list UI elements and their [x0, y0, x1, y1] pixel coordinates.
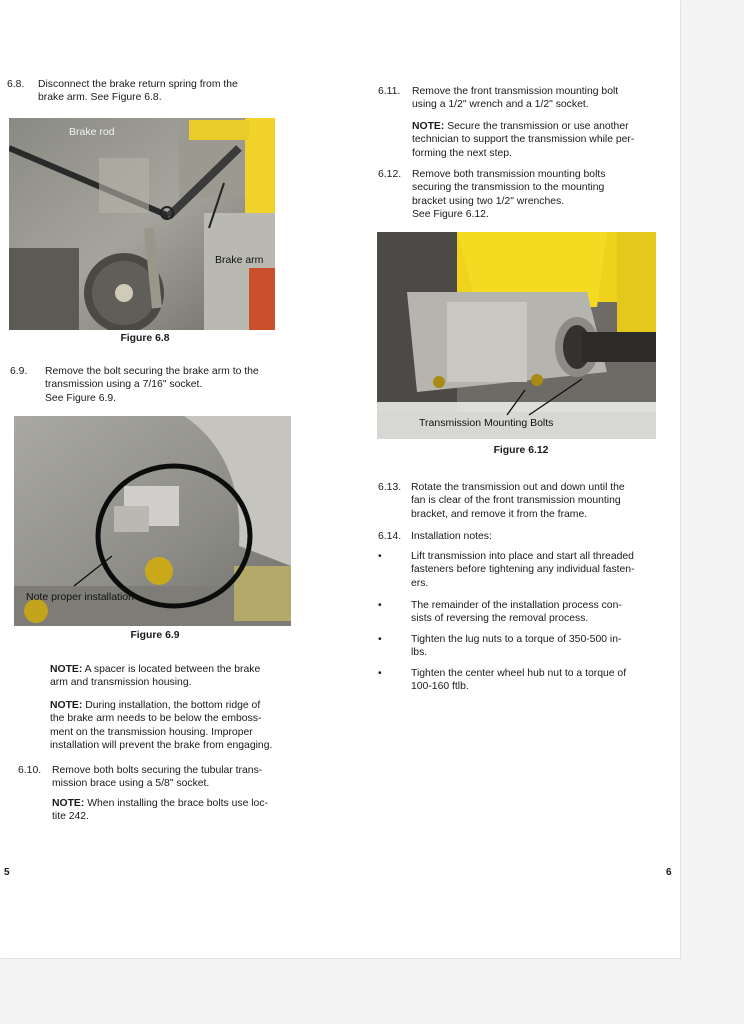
bullet-text-line: Tighten the center wheel hub nut to a torque of: [411, 668, 627, 679]
page-number-right: 6: [666, 867, 672, 878]
note-installation: [50, 699, 312, 753]
note-secure-transmission: [412, 120, 674, 160]
note-text-line: technician to support the transmission while per-: [412, 134, 635, 146]
step-text-line: bracket, and remove it from the frame.: [411, 508, 588, 520]
step-number: 6.9.: [10, 366, 28, 377]
step-text-line: fan is clear of the front transmission mounting: [411, 495, 621, 507]
step-text-line: Remove both bolts securing the tubular trans-: [52, 765, 263, 776]
step-text-line: brake arm. See Figure 6.8.: [38, 92, 162, 104]
step-number: 6.10.: [18, 765, 42, 776]
step-text-line: mission brace using a 5/8" socket.: [52, 778, 210, 790]
step-text-line: Disconnect the brake return spring from the: [38, 79, 238, 90]
note-text-line: When installing the brace bolts use loc-: [84, 798, 268, 809]
figure-6-12-photo: [377, 232, 656, 439]
step-text-line: Remove both transmission mounting bolts: [412, 169, 606, 180]
figure-6-8-photo: [9, 118, 275, 330]
step-text-line: Installation notes:: [411, 531, 492, 542]
bullet-text-line: Tighten the lug nuts to a torque of 350-500 in-: [411, 634, 622, 645]
note-label: NOTE:: [50, 700, 83, 711]
note-text-line: forming the next step.: [412, 147, 512, 159]
bullet-text-line: ers.: [411, 577, 429, 589]
note-text-line: ment on the transmission housing. Improper: [50, 726, 253, 738]
step-number: 6.13.: [378, 482, 402, 493]
step-text-line: bracket using two 1/2" wrenches.: [412, 195, 565, 207]
brake-arm-label: Brake arm: [215, 254, 264, 266]
note-label: NOTE:: [52, 798, 85, 809]
step-number: 6.8.: [7, 79, 25, 90]
figure-6-9-photo: [14, 416, 291, 626]
note-text-line: During installation, the bottom ridge of: [82, 700, 261, 711]
mounting-bolts-label: Transmission Mounting Bolts: [419, 417, 554, 429]
step-number: 6.14.: [378, 531, 402, 542]
installation-label: Note proper installation: [26, 591, 134, 603]
step-number: 6.12.: [378, 169, 402, 180]
bullet-text-line: lbs.: [411, 647, 428, 659]
page-number-left: 5: [4, 867, 10, 878]
figure-6-9-caption: Figure 6.9: [130, 630, 180, 641]
note-text-line: A spacer is located between the brake: [82, 664, 261, 675]
bullet-text-line: sists of reversing the removal process.: [411, 613, 589, 625]
note-text-line: arm and transmission housing.: [50, 677, 192, 689]
step-text-line: Remove the bolt securing the brake arm to the: [45, 366, 259, 377]
bullet-text-line: The remainder of the installation process con-: [411, 600, 622, 611]
note-text-line: Secure the transmission or use another: [444, 121, 629, 132]
note-spacer: [50, 663, 312, 690]
bullet-dot: •: [378, 668, 382, 679]
note-text-line: installation will prevent the brake from engaging.: [50, 740, 273, 752]
bullet-dot: •: [378, 634, 382, 645]
step-text-line: See Figure 6.9.: [45, 392, 117, 404]
note-label: NOTE:: [412, 121, 445, 132]
figure-6-12-caption: Figure 6.12: [493, 445, 549, 456]
brake-rod-label: Brake rod: [69, 126, 115, 138]
note-text-line: the brake arm needs to be below the emboss-: [50, 713, 262, 725]
figure-6-8-caption: Figure 6.8: [120, 333, 170, 344]
step-text-line: transmission using a 7/16" socket.: [45, 379, 203, 391]
note-text-line: tite 242.: [52, 811, 89, 823]
step-text-line: Rotate the transmission out and down until the: [411, 482, 625, 493]
step-text-line: Remove the front transmission mounting bolt: [412, 86, 619, 97]
bullet-text-line: fasteners before tightening any individual fasten-: [411, 564, 635, 576]
step-text-line: securing the transmission to the mounting: [412, 182, 605, 194]
bullet-text-line: 100-160 ftlb.: [411, 681, 469, 693]
bullet-dot: •: [378, 551, 382, 562]
step-text-line: using a 1/2" wrench and a 1/2" socket.: [412, 99, 589, 111]
step-number: 6.11.: [378, 86, 401, 97]
bullet-dot: •: [378, 600, 382, 611]
step-text-line: See Figure 6.12.: [412, 209, 489, 221]
note-loctite: [52, 797, 314, 824]
bullet-text-line: Lift transmission into place and start all threaded: [411, 551, 634, 562]
note-label: NOTE:: [50, 664, 83, 675]
